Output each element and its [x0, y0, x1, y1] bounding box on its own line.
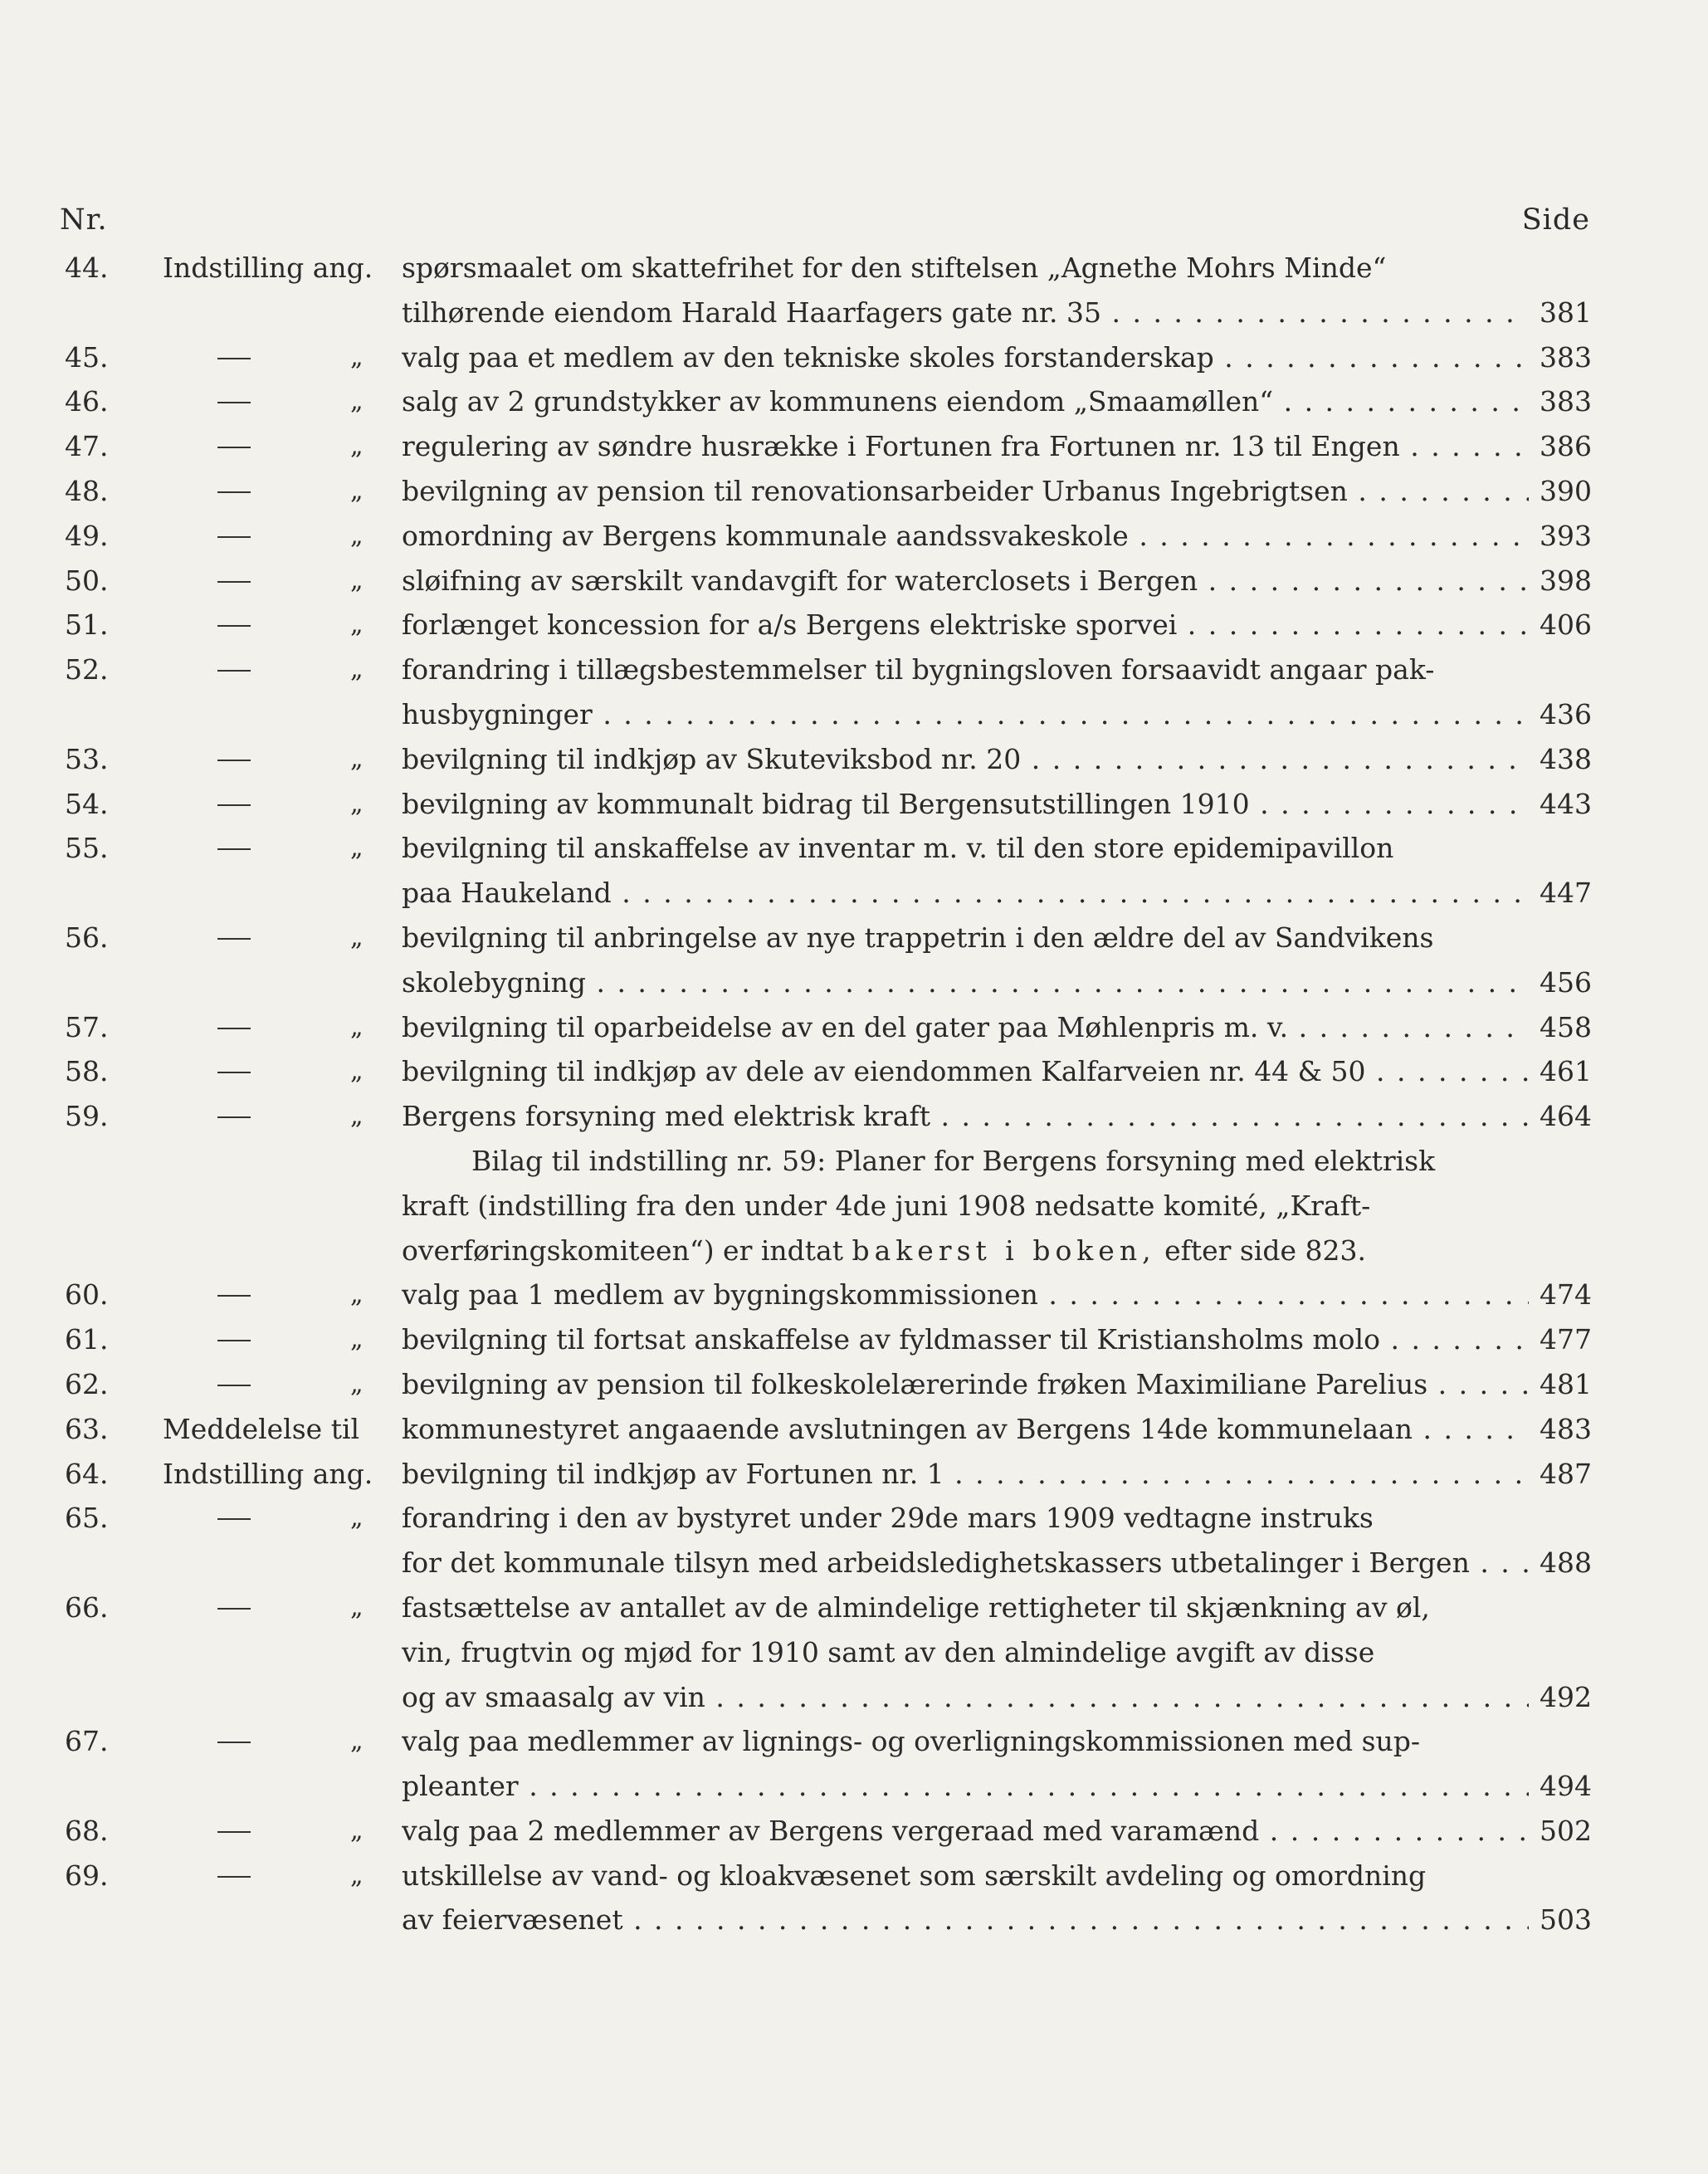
ditto-dash [217, 625, 251, 627]
appendix-note-line: Bilag til indstilling nr. 59: Planer for Bergens forsyning med elektrisk [471, 1144, 1436, 1177]
ditto-dash [217, 1742, 251, 1743]
page-number: 464 [1540, 1100, 1592, 1133]
ditto-dash [217, 938, 251, 940]
entry-text-content: bevilgning av pension til folkeskolelærerinde frøken Maximiliane Parelius [402, 1367, 1428, 1400]
toc-entry-line [0, 469, 1708, 514]
entry-text-content: skolebygning [402, 965, 586, 999]
entry-number: 67. [65, 1725, 109, 1758]
page-number: 438 [1540, 742, 1592, 775]
entry-text-content: paa Haukeland [402, 877, 612, 910]
entry-text-content: bevilgning av kommunalt bidrag til Bergensutstillingen 1910 [402, 787, 1250, 820]
toc-entry [0, 1496, 1708, 1585]
entry-text-content: utskillelse av vand- og kloakvæsenet som særskilt avdeling og omordning [402, 1859, 1427, 1892]
page-number: 447 [1540, 877, 1592, 910]
toc-entry-line [0, 1049, 1708, 1094]
appendix-note-line [402, 1229, 1529, 1273]
appendix-note-text: overføringskomiteen“) er indtat [402, 1234, 843, 1267]
ditto-dash [217, 670, 251, 672]
dot-leader [1470, 1546, 1529, 1579]
entry-text-content: tilhørende eiendom Harald Haarfagers gate nr. 35 [402, 296, 1101, 329]
page-number: 393 [1540, 519, 1592, 552]
toc-entries [0, 246, 1708, 1942]
entry-text-content: bevilgning av pension til renovationsarbeider Urbanus Ingebrigtsen [402, 474, 1348, 507]
entry-number: 48. [65, 474, 109, 507]
dot-leader [1427, 1368, 1529, 1400]
ditto-mark: „ [350, 1369, 364, 1399]
toc-entry-line [0, 559, 1708, 603]
toc-entry [0, 1362, 1708, 1407]
ditto-mark: „ [350, 520, 364, 550]
toc-entry [0, 826, 1708, 916]
ditto-dash [217, 581, 251, 583]
toc-entry-line [0, 1317, 1708, 1362]
page-number: 487 [1540, 1457, 1592, 1490]
toc-entry-line [0, 291, 1708, 335]
page-number: 481 [1540, 1367, 1592, 1400]
toc-entry [0, 1854, 1708, 1943]
ditto-dash [217, 1295, 251, 1297]
toc-entry-line [0, 335, 1708, 380]
dot-leader [1380, 1323, 1529, 1356]
dot-leader [1400, 430, 1529, 462]
ditto-mark: „ [350, 1325, 364, 1355]
toc-entry-line [0, 424, 1708, 469]
toc-entry-line [0, 1005, 1708, 1050]
toc-entry [0, 737, 1708, 782]
entry-number: 54. [65, 787, 109, 820]
entry-number: 46. [65, 385, 109, 418]
ditto-mark: „ [350, 1102, 364, 1131]
toc-entry-line [0, 1809, 1708, 1854]
ditto-dash [217, 760, 251, 761]
dot-leader [930, 1100, 1529, 1132]
entry-text [402, 1719, 1529, 1764]
ditto-mark: „ [350, 1592, 364, 1622]
page-number: 436 [1540, 697, 1592, 730]
ditto-dash [217, 447, 251, 448]
entry-prefix: Indstilling ang. [163, 252, 373, 284]
entry-text [402, 1630, 1529, 1675]
ditto-dash [217, 848, 251, 850]
dot-leader [612, 877, 1529, 909]
entry-text-content: valg paa medlemmer av lignings- og overligningskommissionen med sup- [402, 1725, 1421, 1758]
column-header-number: Nr. [60, 203, 108, 237]
entry-number: 62. [65, 1367, 109, 1400]
page-number: 386 [1540, 430, 1592, 463]
entry-number: 59. [65, 1100, 109, 1133]
dot-leader [623, 1903, 1529, 1936]
ditto-mark: „ [350, 432, 364, 462]
entry-number: 47. [65, 430, 109, 463]
entry-number: 51. [65, 608, 109, 642]
entry-prefix: Meddelelse til [163, 1412, 360, 1445]
entry-text [402, 1407, 1529, 1452]
entry-text-content: bevilgning til anbringelse av nye trappetrin i den ældre del av Sandvikens [402, 921, 1434, 954]
ditto-mark: „ [350, 1815, 364, 1845]
entry-text-content: bevilgning til fortsat anskaffelse av fyldmasser til Kristiansholms molo [402, 1323, 1380, 1356]
column-header-page: Side [1521, 203, 1590, 237]
toc-entry-line [0, 246, 1708, 291]
page-number: 383 [1540, 340, 1592, 374]
entry-number: 55. [65, 832, 109, 865]
dot-leader [519, 1770, 1529, 1802]
ditto-dash [217, 1876, 251, 1878]
entry-text [402, 1273, 1529, 1317]
page-number: 390 [1540, 474, 1592, 507]
toc-entry-line [0, 1675, 1708, 1720]
entry-number: 44. [65, 252, 109, 284]
ditto-mark: „ [350, 744, 364, 774]
entry-text-content: salg av 2 grundstykker av kommunens eiendom „Smaamøllen“ [402, 385, 1274, 418]
toc-entry-line [0, 647, 1708, 692]
page-number: 488 [1540, 1546, 1592, 1580]
entry-text [402, 291, 1529, 335]
toc-entry-line [0, 514, 1708, 559]
entry-text [402, 1854, 1529, 1898]
entry-number: 63. [65, 1412, 109, 1445]
entry-text-content: valg paa et medlem av den tekniske skoles forstanderskap [402, 340, 1214, 374]
toc-entry [0, 424, 1708, 469]
toc-entry-line [0, 379, 1708, 424]
dot-leader [1273, 385, 1529, 418]
toc-entry-line [0, 1585, 1708, 1630]
dot-leader [944, 1458, 1529, 1490]
page-number: 381 [1540, 296, 1592, 329]
page-number: 443 [1540, 787, 1592, 820]
toc-entry-line [0, 692, 1708, 737]
ditto-dash [217, 1028, 251, 1029]
entry-text-content: bevilgning til oparbeidelse av en del gater paa Møhlenpris m. v. [402, 1010, 1289, 1043]
toc-entry [0, 916, 1708, 1005]
toc-entry [0, 1585, 1708, 1719]
entry-text [402, 1898, 1529, 1942]
toc-entry [0, 782, 1708, 827]
toc-entry [0, 1005, 1708, 1050]
toc-entry-line [0, 1496, 1708, 1541]
toc-entry [0, 1452, 1708, 1497]
page-number: 492 [1540, 1680, 1592, 1713]
entry-text [402, 1452, 1529, 1497]
entry-text [402, 1541, 1529, 1585]
appendix-note [0, 1139, 1708, 1273]
toc-entry-line [0, 826, 1708, 871]
entry-number: 65. [65, 1502, 109, 1535]
toc-entry [0, 647, 1708, 737]
page-number: 474 [1540, 1278, 1592, 1312]
toc-entry-line [0, 960, 1708, 1005]
toc-entry-line [0, 1362, 1708, 1407]
toc-entry-line [0, 737, 1708, 782]
dot-leader [705, 1681, 1529, 1713]
dot-leader [1259, 1815, 1529, 1847]
ditto-mark: „ [350, 565, 364, 595]
ditto-mark: „ [350, 922, 364, 952]
ditto-mark: „ [350, 833, 364, 863]
entry-text [402, 379, 1529, 424]
entry-text [402, 1005, 1529, 1050]
toc-entry-line [0, 1541, 1708, 1585]
toc-entry [0, 1049, 1708, 1094]
entry-text [402, 826, 1529, 871]
toc-entry [0, 379, 1708, 424]
toc-entry-line [0, 916, 1708, 960]
toc-entry-line [0, 1719, 1708, 1764]
entry-number: 64. [65, 1457, 109, 1490]
entry-text [402, 692, 1529, 737]
ditto-dash [217, 1072, 251, 1073]
entry-text [402, 737, 1529, 782]
toc-entry-line [0, 1273, 1708, 1317]
ditto-dash [217, 491, 251, 493]
entry-text-content: og av smaasalg av vin [402, 1680, 705, 1713]
entry-text-content: regulering av søndre husrække i Fortunen fra Fortunen nr. 13 til Engen [402, 430, 1400, 463]
entry-number: 45. [65, 340, 109, 374]
entry-text-content: husbygninger [402, 697, 593, 730]
appendix-note-emphasis: bakerst i boken, [852, 1234, 1156, 1267]
page-number: 456 [1540, 965, 1592, 999]
ditto-mark: „ [350, 1012, 364, 1042]
entry-text-content: forlænget koncession for a/s Bergens elektriske sporvei [402, 608, 1178, 642]
ditto-dash [217, 804, 251, 806]
toc-entry [0, 1809, 1708, 1854]
dot-leader [1413, 1413, 1529, 1445]
entry-number: 50. [65, 564, 109, 597]
entry-text-content: av feiervæsenet [402, 1903, 623, 1937]
entry-text-content: valg paa 1 medlem av bygningskommissionen [402, 1278, 1038, 1312]
entry-text [402, 1496, 1529, 1541]
entry-number: 53. [65, 742, 109, 775]
entry-text-content: bevilgning til indkjøp av Skuteviksbod nr. 20 [402, 742, 1022, 775]
dot-leader [593, 698, 1529, 730]
ditto-mark: „ [350, 1860, 364, 1890]
ditto-dash [217, 1385, 251, 1386]
dot-leader [1214, 341, 1529, 374]
toc-entry [0, 1273, 1708, 1317]
page-number: 461 [1540, 1055, 1592, 1088]
toc-entry [0, 603, 1708, 647]
dot-leader [1198, 564, 1529, 597]
appendix-note-text: efter side 823. [1164, 1234, 1366, 1267]
page-number: 483 [1540, 1412, 1592, 1445]
entry-text [402, 782, 1529, 827]
entry-text [402, 424, 1529, 469]
entry-text [402, 1675, 1529, 1720]
toc-entry-line [0, 1898, 1708, 1942]
dot-leader [1348, 475, 1529, 507]
ditto-dash [217, 358, 251, 359]
ditto-dash [217, 402, 251, 403]
entry-text [402, 1362, 1529, 1407]
entry-text-content: Bergens forsyning med elektrisk kraft [402, 1100, 930, 1133]
entry-text-content: pleanter [402, 1770, 519, 1803]
toc-entry-line [0, 871, 1708, 916]
page-number: 458 [1540, 1010, 1592, 1043]
entry-text [402, 1764, 1529, 1809]
entry-number: 61. [65, 1323, 109, 1356]
toc-entry [0, 1719, 1708, 1809]
entry-text [402, 559, 1529, 603]
toc-entry-line [0, 1854, 1708, 1898]
entry-text-content: valg paa 2 medlemmer av Bergens vergeraad med varamænd [402, 1814, 1260, 1847]
page-number: 383 [1540, 385, 1592, 418]
ditto-mark: „ [350, 1503, 364, 1533]
entry-number: 68. [65, 1814, 109, 1847]
appendix-note-line: kraft (indstilling fra den under 4de juni 1908 nedsatte komité, „Kraft- [402, 1189, 1371, 1222]
toc-entry-line [0, 1407, 1708, 1452]
dot-leader [1177, 608, 1529, 641]
ditto-dash [217, 1831, 251, 1833]
entry-number: 58. [65, 1055, 109, 1088]
ditto-mark: „ [350, 476, 364, 506]
toc-entry-line [0, 1630, 1708, 1675]
toc-entry [0, 335, 1708, 380]
entry-text [402, 1317, 1529, 1362]
ditto-mark: „ [350, 789, 364, 818]
ditto-dash [217, 536, 251, 538]
entry-text [402, 960, 1529, 1005]
entry-number: 49. [65, 519, 109, 552]
toc-entry-line [0, 1764, 1708, 1809]
dot-leader [1129, 520, 1529, 552]
entry-text [402, 469, 1529, 514]
entry-text-content: bevilgning til anskaffelse av inventar m. v. til den store epidemipavillon [402, 832, 1394, 865]
entry-text [402, 514, 1529, 559]
dot-leader [1038, 1278, 1529, 1311]
toc-entry [0, 1407, 1708, 1452]
entry-text-content: bevilgning til indkjøp av dele av eiendommen Kalfarveien nr. 44 & 50 [402, 1055, 1366, 1088]
toc-entry-line [0, 1094, 1708, 1139]
toc-entry [0, 1094, 1708, 1139]
ditto-dash [217, 1340, 251, 1341]
entry-text [402, 603, 1529, 647]
entry-text-content: spørsmaalet om skattefrihet for den stiftelsen „Agnethe Mohrs Minde“ [402, 252, 1387, 284]
ditto-dash [217, 1518, 251, 1520]
toc-entry-line [0, 1452, 1708, 1497]
toc-entry [0, 559, 1708, 603]
ditto-mark: „ [350, 1057, 364, 1087]
page-number: 503 [1540, 1903, 1592, 1937]
dot-leader [1021, 743, 1529, 775]
entry-number: 66. [65, 1590, 109, 1624]
ditto-mark: „ [350, 387, 364, 417]
entry-text [402, 1049, 1529, 1094]
toc-entry-line [0, 782, 1708, 827]
dot-leader [1101, 296, 1529, 329]
entry-text [402, 916, 1529, 960]
ditto-dash [217, 1608, 251, 1610]
entry-text [402, 1809, 1529, 1854]
ditto-mark: „ [350, 610, 364, 640]
page-number: 494 [1540, 1770, 1592, 1803]
entry-text [402, 246, 1529, 291]
dot-leader [586, 966, 1529, 999]
ditto-mark: „ [350, 342, 364, 372]
ditto-mark: „ [350, 655, 364, 685]
toc-entry [0, 469, 1708, 514]
toc-entry [0, 246, 1708, 335]
toc-entry [0, 514, 1708, 559]
entry-text [402, 647, 1529, 692]
dot-leader [1366, 1055, 1529, 1087]
entry-text-content: kommunestyret angaaende avslutningen av Bergens 14de kommunelaan [402, 1412, 1413, 1445]
entry-text-content: sløifning av særskilt vandavgift for waterclosets i Bergen [402, 564, 1198, 597]
page-number: 502 [1540, 1814, 1592, 1847]
entry-number: 57. [65, 1010, 109, 1043]
entry-number: 56. [65, 921, 109, 954]
entry-number: 60. [65, 1278, 109, 1312]
toc-entry [0, 1317, 1708, 1362]
entry-text-content: bevilgning til indkjøp av Fortunen nr. 1 [402, 1457, 944, 1490]
ditto-mark: „ [350, 1280, 364, 1310]
entry-text [402, 1585, 1529, 1630]
dot-leader [1288, 1011, 1529, 1043]
entry-text-content: forandring i tillægsbestemmelser til bygningsloven forsaavidt angaar pak- [402, 653, 1435, 686]
entry-text-content: fastsættelse av antallet av de almindelige rettigheter til skjænkning av øl, [402, 1590, 1430, 1624]
entry-text [402, 1094, 1529, 1139]
toc-entry-line [0, 603, 1708, 647]
entry-text-content: for det kommunale tilsyn med arbeidsledighetskassers utbetalinger i Bergen [402, 1546, 1470, 1580]
entry-number: 52. [65, 653, 109, 686]
entry-prefix: Indstilling ang. [163, 1457, 373, 1490]
entry-text-content: omordning av Bergens kommunale aandssvakeskole [402, 519, 1129, 552]
page-number: 398 [1540, 564, 1592, 597]
entry-text [402, 335, 1529, 380]
entry-text-content: forandring i den av bystyret under 29de mars 1909 vedtagne instruks [402, 1502, 1374, 1535]
entry-number: 69. [65, 1859, 109, 1892]
page-number: 477 [1540, 1323, 1592, 1356]
entry-text [402, 871, 1529, 916]
page-number: 406 [1540, 608, 1592, 642]
ditto-mark: „ [350, 1727, 364, 1756]
dot-leader [1250, 788, 1529, 820]
entry-text-content: vin, frugtvin og mjød for 1910 samt av den almindelige avgift av disse [402, 1635, 1375, 1668]
ditto-dash [217, 1116, 251, 1118]
